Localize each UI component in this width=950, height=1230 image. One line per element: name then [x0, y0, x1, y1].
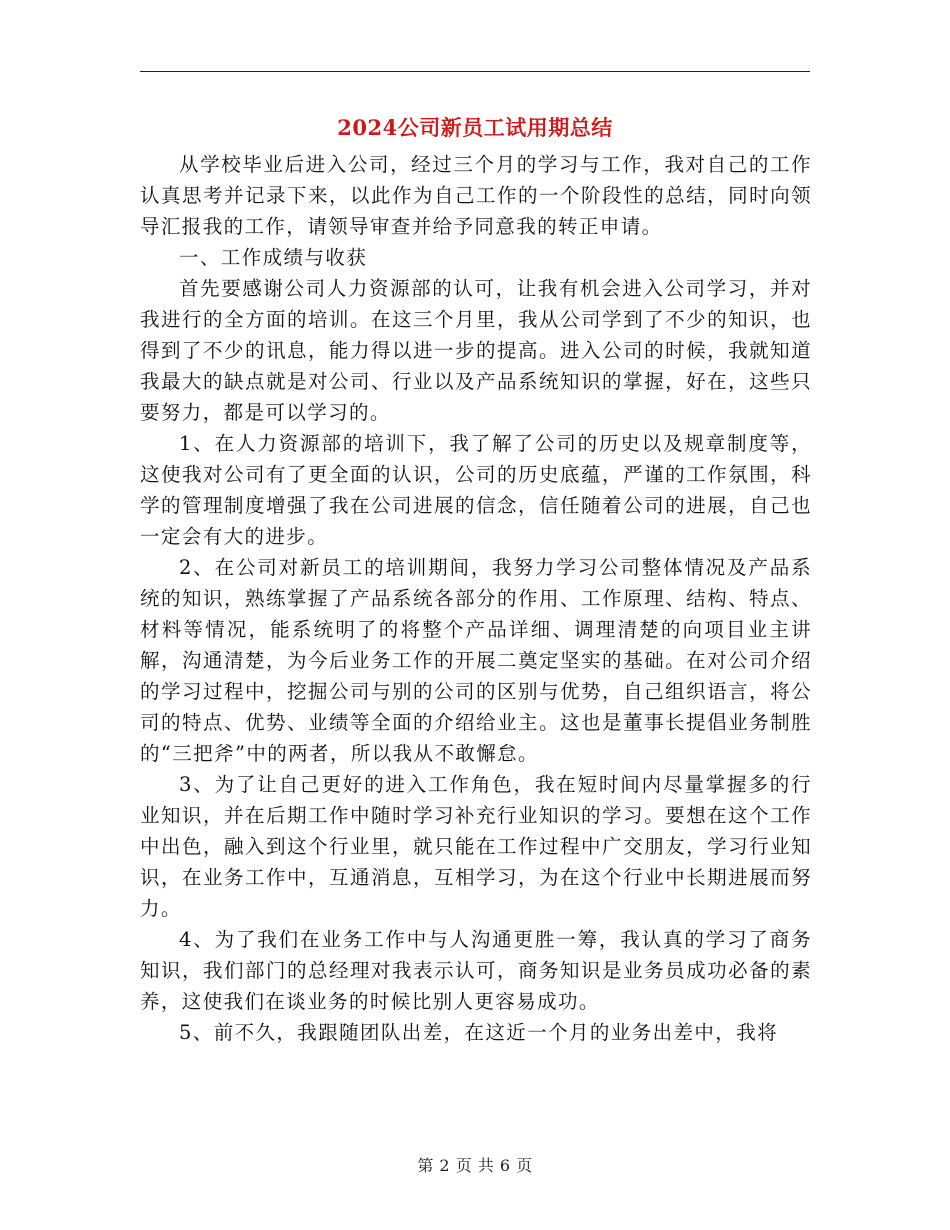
list-item-paragraph: 1、在人力资源部的培训下，我了解了公司的历史以及规章制度等，这使我对公司有了更全面的认识，公司的历史底蕴，严谨的工作氛围，科学的管理制度增强了我在公司进展的信念，信任随着公司的进展，自己也一定会有大的进步。 — [140, 432, 812, 548]
list-item-paragraph: 5、前不久，我跟随团队出差，在这近一个月的业务出差中，我将 — [179, 1021, 779, 1044]
intro-paragraph: 从学校毕业后进入公司，经过三个月的学习与工作，我对自己的工作认真思考并记录下来，以此作为自己工作的一个阶段性的总结，同时向领导汇报我的工作，请领导审查并给予同意我的转正申请。 — [140, 153, 812, 238]
document-body — [140, 149, 812, 1048]
header-rule — [140, 71, 810, 72]
list-item-paragraph: 3、为了让自己更好的进入工作角色，我在短时间内尽量掌握多的行业知识，并在后期工作中随时学习补充行业知识的学习。要想在这个工作中出色，融入到这个行业里，就只能在工作过程中广交朋友，学习行业知识，在业务工作中，互通消息，互相学习，为在这个行业中长期进展而努力。 — [140, 773, 812, 920]
list-item-paragraph: 4、为了我们在业务工作中与人沟通更胜一筹，我认真的学习了商务知识，我们部门的总经理对我表示认可，商务知识是业务员成功必备的素养，这使我们在谈业务的时候比别人更容易成功。 — [140, 928, 812, 1013]
section-heading: 一、工作成绩与收获 — [179, 246, 368, 269]
page-number: 第 2 页 共 6 页 — [417, 1156, 533, 1175]
list-item-paragraph: 2、在公司对新员工的培训期间，我努力学习公司整体情况及产品系统的知识，熟练掌握了产品系统各部分的作用、工作原理、结构、特点、材料等情况，能系统明了的将整个产品详细、调理清楚的向项目业主讲解，沟通清楚，为今后业务工作的开展二奠定坚实的基础。在对公司介绍的学习过程中，挖掘公司与别的公司的区别与优势，自己组织语言，将公司的特点、优势、业绩等全面的介绍给业主。这也是董事长提倡业务制胜的“三把斧”中的两者，所以我从不敢懈怠。 — [140, 556, 812, 765]
body-paragraph: 首先要感谢公司人力资源部的认可，让我有机会进入公司学习，并对我进行的全方面的培训。在这三个月里，我从公司学到了不少的知识，也得到了不少的讯息，能力得以进一步的提高。进入公司的时候，我就知道我最大的缺点就是对公司、行业以及产品系统知识的掌握，好在，这些只要努力，都是可以学习的。 — [140, 277, 812, 424]
document-title: 2024公司新员工试用期总结 — [337, 115, 613, 140]
